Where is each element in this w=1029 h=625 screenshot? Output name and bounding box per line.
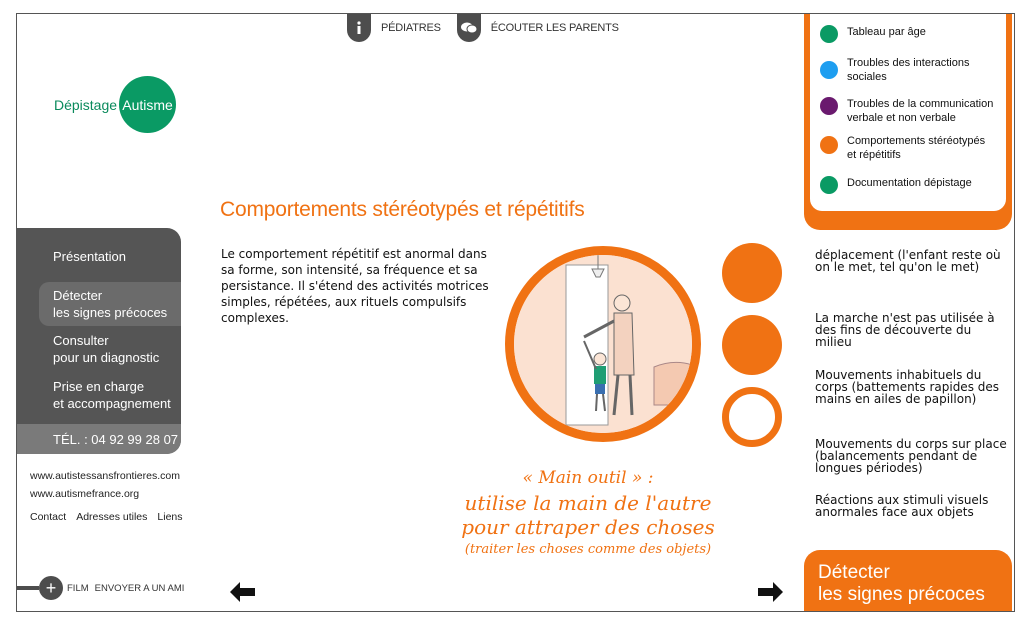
- category-menu-inner: [810, 13, 1006, 211]
- green-dot-icon: [820, 176, 838, 194]
- sidebar-menu: [17, 228, 181, 454]
- list-item: Réactions aux stimuli visuels anormales face aux objets: [815, 493, 989, 519]
- category-tableau-par-age[interactable]: [820, 25, 926, 43]
- category-label-line2: sociales: [847, 71, 887, 83]
- illustration-main-outil: [505, 246, 701, 442]
- caption-line-4: (traiter les choses comme des objets): [464, 542, 712, 557]
- nav-pediatres[interactable]: PÉDIATRES: [381, 22, 441, 34]
- category-label-line1: Troubles des interactions: [847, 57, 970, 69]
- child-adult-door-illustration: [514, 255, 692, 433]
- sidebar-item-sublabel: les signes précoces: [53, 305, 168, 320]
- nav-ecouter-parents[interactable]: ÉCOUTER LES PARENTS: [490, 22, 619, 34]
- sidebar-item-label: Détecter: [53, 288, 103, 303]
- caption-main-outil: « Main outil » :: [522, 468, 654, 488]
- list-item: déplacement (l'enfant reste où on le met, tel qu'on le met): [815, 249, 1001, 274]
- green-dot-icon: [820, 25, 838, 43]
- category-documentation[interactable]: [820, 176, 972, 194]
- category-comportements-stereotypes[interactable]: [820, 134, 985, 162]
- sidebar-item-detecter[interactable]: [39, 282, 181, 326]
- film-track: [17, 586, 39, 590]
- send-to-friend-button[interactable]: ENVOYER A UN AMI: [94, 582, 185, 594]
- page-title: Comportements stéréotypés et répétitifs: [220, 198, 585, 221]
- plus-icon[interactable]: +: [39, 576, 63, 600]
- category-menu: [804, 13, 1012, 230]
- previous-arrow-icon[interactable]: [228, 581, 256, 608]
- film-bar: [17, 577, 190, 599]
- sidebar-item-prise-en-charge[interactable]: [39, 378, 181, 412]
- footer-links: [30, 511, 183, 523]
- sidebar-item-label: Consulter: [53, 333, 109, 348]
- film-button[interactable]: FILM: [67, 582, 89, 594]
- intro-paragraph: Le comportement répétitif est anormal dans sa forme, son intensité, sa fréquence et sa persistance. Il s'étend des activités motrices simples, répétées, aux rituels compulsifs complexes.: [221, 247, 489, 325]
- category-label: [847, 134, 985, 162]
- category-label-line1: Comportements stéréotypés: [847, 135, 986, 147]
- top-nav: [347, 14, 635, 42]
- blue-dot-icon: [820, 61, 838, 79]
- sidebar-item-consulter[interactable]: [39, 332, 181, 366]
- logo-circle: Autisme: [119, 76, 176, 133]
- category-label: [847, 97, 993, 125]
- list-item: Mouvements inhabituels du corps (battements rapides des mains en ailes de papillon): [815, 368, 1000, 406]
- list-item: La marche n'est pas utilisée à des fins de découverte du milieu: [815, 311, 995, 349]
- info-icon[interactable]: [347, 14, 371, 42]
- category-label-line2: et répétitifs: [847, 149, 901, 161]
- next-arrow-icon[interactable]: [757, 581, 785, 608]
- logo-text-left: Dépistage: [54, 96, 118, 113]
- slide-dot-3-active[interactable]: [722, 387, 782, 447]
- caption-line-3: pour attraper des choses: [461, 515, 715, 539]
- purple-dot-icon: [820, 97, 838, 115]
- sidebar-item-sublabel: pour un diagnostic: [53, 350, 160, 365]
- phone-number: TÉL. : 04 92 99 28 07: [17, 424, 181, 454]
- site-logo[interactable]: [54, 76, 176, 133]
- sidebar-item-presentation[interactable]: [39, 248, 181, 265]
- detect-banner-line2: les signes précoces: [818, 584, 985, 605]
- app-frame: [16, 13, 1015, 612]
- sidebar-item-label: Présentation: [53, 249, 126, 264]
- detect-signs-banner[interactable]: [804, 550, 1012, 612]
- sidebar-item-sublabel: et accompagnement: [53, 396, 171, 411]
- detect-banner-line1: Détecter: [818, 562, 890, 583]
- caption-line-2: utilise la main de l'autre: [464, 491, 712, 515]
- category-communication[interactable]: [820, 97, 993, 125]
- link-liens[interactable]: Liens: [157, 511, 183, 523]
- category-label-line2: verbale et non verbale: [847, 112, 956, 124]
- category-label: [847, 56, 970, 84]
- orange-dot-icon: [820, 136, 838, 154]
- slide-dot-2[interactable]: [722, 315, 782, 375]
- category-label: Documentation dépistage: [847, 177, 972, 189]
- sidebar-item-label: Prise en charge: [53, 379, 145, 394]
- link-autisme-france[interactable]: www.autismefrance.org: [30, 488, 140, 500]
- list-item: Mouvements du corps sur place (balancements pendant de longues périodes): [815, 437, 1007, 475]
- category-label: Tableau par âge: [847, 26, 926, 38]
- category-interactions-sociales[interactable]: [820, 56, 970, 84]
- chat-bubbles-icon[interactable]: [457, 14, 481, 42]
- link-adresses-utiles[interactable]: Adresses utiles: [76, 511, 148, 523]
- link-contact[interactable]: Contact: [30, 511, 67, 523]
- slide-dot-1[interactable]: [722, 243, 782, 303]
- category-label-line1: Troubles de la communication: [847, 98, 994, 110]
- link-autistes-sans-frontieres[interactable]: www.autistessansfrontieres.com: [30, 470, 180, 482]
